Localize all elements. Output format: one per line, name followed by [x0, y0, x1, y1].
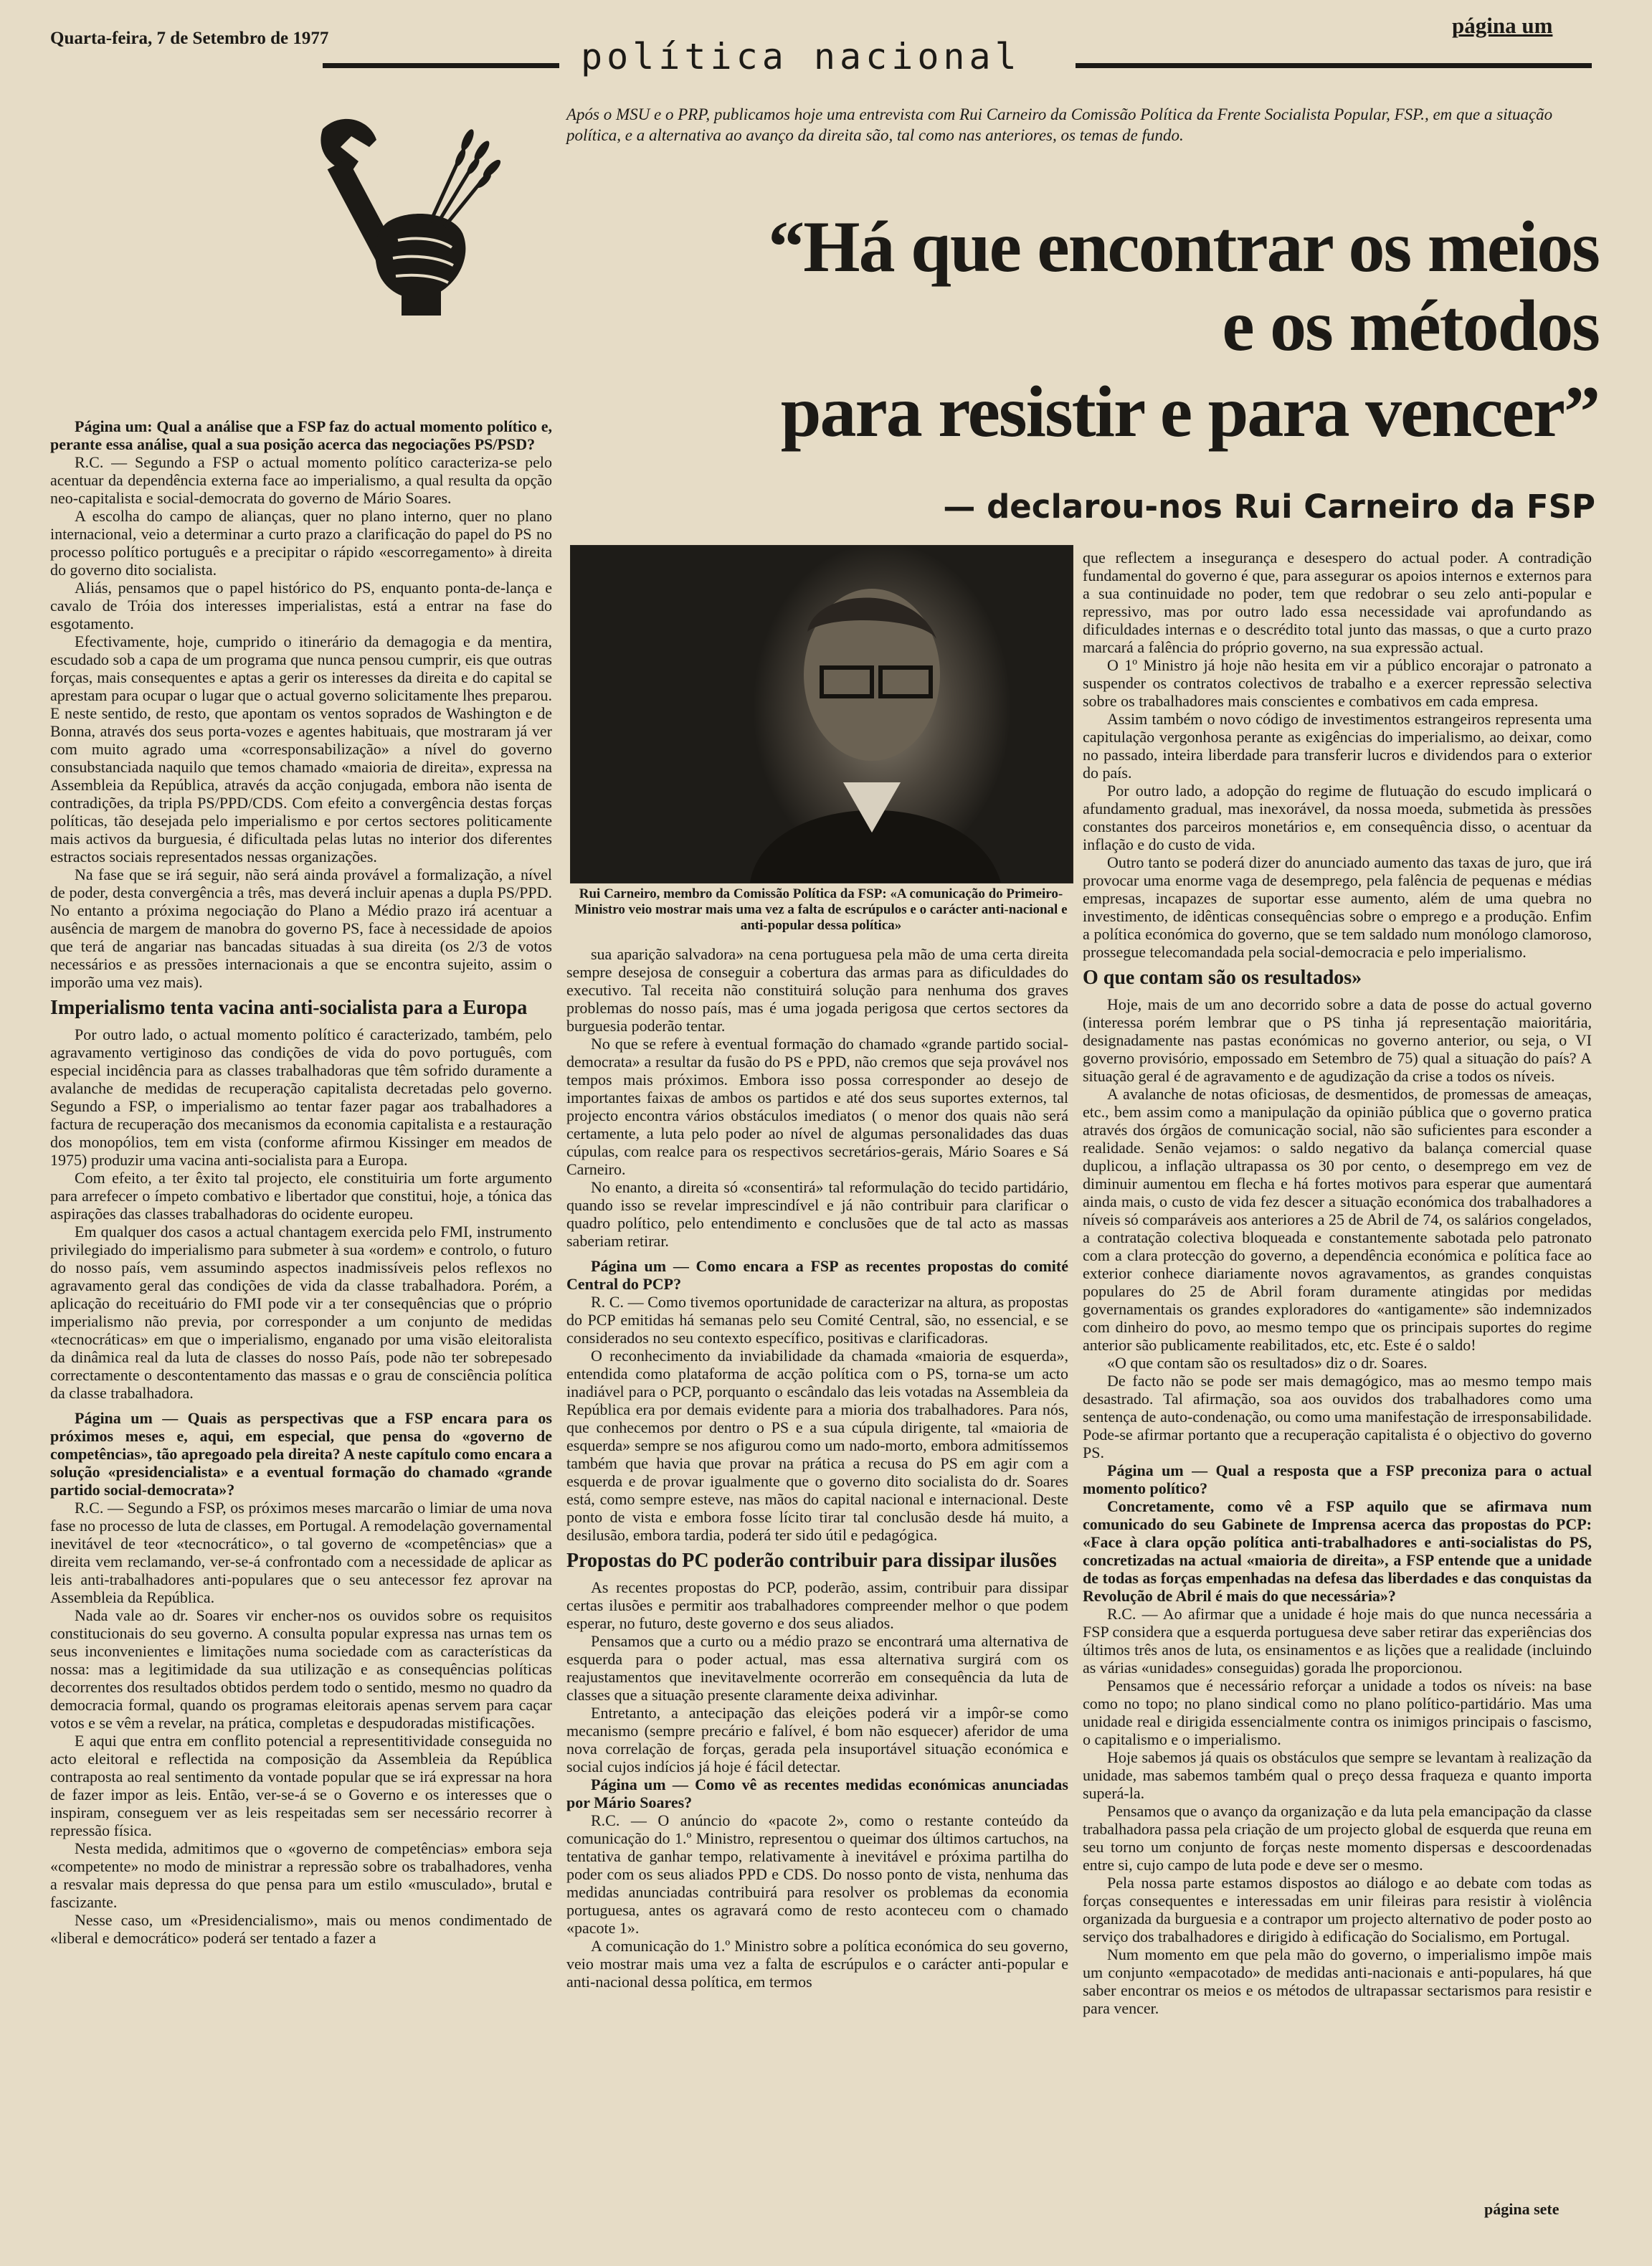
portrait-figure — [571, 546, 1073, 883]
paragraph: No enanto, a direita só «consentirá» tal reformulação do tecido partidário, quando isso se revelar imprescindível e já não contribuir para clarificar o quadro político, pelo entendimento e conclusões que de tal acto as massas saberiam retirar. — [566, 1178, 1068, 1250]
paragraph: «O que contam são os resultados» diz o dr. Soares. — [1107, 1354, 1428, 1372]
portrait-photo — [570, 545, 1073, 883]
headline-line-3: para resistir e para vencer” — [780, 371, 1599, 452]
paragraph: De facto não se pode ser mais demagógico, mas ao mesmo tempo mais desastrado. Tal afirmação, soa aos ouvidos dos trabalhadores como uma sentença de auto-condenação, ou como uma manifestação de irresponsabilidade. Pode-se afirmar portanto que a recuperação capitalista é o objectivo do governo PS. — [1083, 1372, 1592, 1461]
article-column-2 — [566, 945, 1068, 2236]
paragraph: R.C. — Segundo a FSP, os próximos meses marcarão o limiar de uma nova fase no processo de luta de classes, em Portugal. A remodelação governamental inevitável de teor «tecnocrático», o tal governo de «competências» que a direita vem reclamando, ver-se-á confrontado com a necessidade de aplicar as leis anti-trabalhadores anti-populares que o seu antecessor fez aprovar na Assembleia da República. — [50, 1499, 552, 1606]
paragraph: O 1º Ministro já hoje não hesita em vir a público encorajar o patronato a suspender os contratos colectivos de trabalho e a exercer repressão selectiva sobre os trabalhadores mais conscientes e combativos em cada empresa. — [1083, 656, 1592, 710]
paragraph: R.C. — O anúncio do «pacote 2», como o restante conteúdo da comunicação do 1.º Ministro, representou o queimar dos últimos cartuchos, na tentativa de ganhar tempo, relativamente à inevitável e próxima partilha do poder com os seus aliados PPD e CDS. Do nosso ponto de vista, nenhuma das medidas anunciadas contribuirá para resolver os problemas da economia portuguesa, antes os agravará como de resto aconteceu com o chamado «pacote 1». — [566, 1811, 1068, 1937]
paragraph: Pensamos que a curto ou a médio prazo se encontrará uma alternativa de esquerda para o poder actual, mas essa alternativa surgirá com os reajustamentos que inevitavelmente ocorrerão em consequência da luta de classes que a situação presente claramente deixa adivinhar. — [566, 1632, 1068, 1704]
paragraph: Por outro lado, o actual momento político é caracterizado, também, pelo agravamento vertiginoso das condições de vida do povo português, com especial incidência para as classes trabalhadoras que têm sofrido duramente a avalanche de medidas de recuperação capitalista decretadas pelo governo. Segundo a FSP, o imperialismo ao tentar fazer pagar aos trabalhadores a factura de recuperação dos mecanismos da economia capitalista e a restauração dos monopólios, tem em vista (conforme afirmou Kissinger em meados de 1975) produzir uma vacina anti-socialista para a Europa. — [50, 1025, 552, 1169]
continued-on-page: página sete — [1484, 2200, 1560, 2218]
masthead-rule-right — [1076, 63, 1592, 68]
paragraph: R.C. — Segundo a FSP o actual momento político caracteriza-se pelo acentuar da dependência externa face ao imperialismo, a qual resulta da opção neo-capitalista e social-democrata do governo de Mário Soares. — [50, 453, 552, 507]
paragraph: Outro tanto se poderá dizer do anunciado aumento das taxas de juro, que irá provocar uma enorme vaga de desemprego, pela falência de pequenas e médias empresas, incapazes de suportar esse aumento, além de uma quebra no investimento, de idênticas consequências sobre o emprego e a produção. Enfim a política económica do governo, que se tem saldado num monólogo clamoroso, prossegue telecomandada pela social-democracia e pelo imperialismo. — [1083, 853, 1592, 961]
paragraph: R.C. — Ao afirmar que a unidade é hoje mais do que nunca necessária a FSP considera que a esquerda portuguesa deve saber retirar das experiências dos últimos três anos de luta, os ensinamentos e as lições que a realidade (incluindo as várias «unidades» conseguidas) gorada lhe proporcionou. — [1083, 1605, 1592, 1677]
paragraph: Num momento em que pela mão do governo, o imperialismo impõe mais um conjunto «empacotado» de medidas anti-nacionais e anti-populares, há que saber encontrar os meios e os métodos de ultrapassar sectarismos para resistir e para vencer. — [1083, 1945, 1592, 2017]
headline-line-1: “Há que encontrar os meios — [768, 207, 1599, 288]
question-6: Concretamente, como vê a FSP aquilo que se afirmava num comunicado do seu Gabinete de Imprensa acerca das propostas do PCP: «Face à clara opção política anti-trabalhadores e anti-socialistas do PS, concretizadas na actual «maioria de direita», a FSP entende que a unidade de todas as forças empenhadas na defesa das liberdades e das conquistas da Revolução de Abril é mais do que necessária»? — [1083, 1497, 1592, 1605]
question-2: Página um — Quais as perspectivas que a FSP encara para os próximos meses e, aqui, em especial, que pensa do «governo de competências», tão apregoado pela direita? A neste capítulo como encara a solução «presidencialista» e a eventual formação do chamado «grande partido social-democrata»? — [50, 1409, 552, 1499]
article-column-1 — [50, 417, 552, 2224]
subheading: Imperialismo tenta vacina anti-socialista para a Europa — [50, 997, 528, 1019]
article-intro: Após o MSU e o PRP, publicamos hoje uma entrevista com Rui Carneiro da Comissão Política da Frente Socialista Popular, FSP., em que a situação política, e a alternativa ao avanço da direita são, tal como nas anteriores, os temas de fundo. — [566, 105, 1553, 144]
paragraph: Aliás, pensamos que o papel histórico do PS, enquanto ponta-de-lança e cavalo de Tróia dos interesses imperialistas, está a entrar na fase do esgotamento. — [50, 579, 552, 632]
question-3: Página um — Como encara a FSP as recentes propostas do comité Central do PCP? — [566, 1257, 1068, 1293]
subheading: Propostas do PC poderão contribuir para dissipar ilusões — [566, 1550, 1057, 1572]
paragraph: que reflectem a insegurança e desespero do actual poder. A contradição fundamental do governo é que, para assegurar os apoios internos e externos para a sua continuidade no poder, tem que redobrar o seu zelo anti-popular e repressivo, mas por outro lado essa necessidade vai aprofundando as dificuldades internas e o descrédito total junto das massas, o que a curto prazo marcará a falência do próprio governo, na sua expressão actual. — [1083, 549, 1592, 656]
masthead-rule-left — [323, 63, 559, 68]
question-1: Página um: Qual a análise que a FSP faz do actual momento político e, perante essa análise, qual a sua posição acerca das negociações PS/PSD? — [50, 417, 552, 453]
paragraph: A avalanche de notas oficiosas, de desmentidos, de promessas de ameaças, etc., bem assim como a manipulação da opinião pública que o governo pratica através dos órgãos de comunicação social, não são suficientes para esconder a realidade. Senão vejamos: o saldo negativo da balança comercial quase duplicou, a inflação ultrapassa os 30 por cento, o desemprego em vez de diminuir aumentou em flecha e há fortes motivos para esperar que aumentará ainda mais, o custo de vida fez descer a situação económica dos trabalhadores a níveis só comparáveis aos anteriores a 25 de Abril de 74, os salários congelados, a contratação colectiva bloqueada e constantemente sabotada pelo patronato com a clara protecção do governo, a dependência económica e política face ao exterior conhece diariamente novos agravamentos, as grandes conquistas populares do 25 de Abril foram duramente atingidas por medidas governamentais os grandes exploradores do «antigamente» são indemnizados com dinheiro do povo, ao mesmo tempo que os principais suportes do regime anterior são publicamente reabilitados, etc, etc. Este é o saldo! — [1083, 1085, 1592, 1354]
fist-wrench-wheat-emblem — [301, 115, 502, 316]
question-5: Página um — Qual a resposta que a FSP preconiza para o actual momento político? — [1083, 1461, 1592, 1497]
paragraph: E aqui que entra em conflito potencial a representitividade conseguida no acto eleitoral e reflectida na composição da Assembleia da República contraposta ao real sentimento da vontade popular que se irá expressar na hora de fazer impor as leis. Então, ver-se-á se o Governo e os interesses que o inspiram, conseguem ver as leis respeitadas sem ser necessário recorrer à repressão física. — [50, 1732, 552, 1839]
paragraph: Nada vale ao dr. Soares vir encher-nos os ouvidos sobre os requisitos constitucionais do seu governo. A consulta popular expressa nas urnas tem os seus inconvenientes e limitações numa sociedade com as características da nossa: mas a legitimidade da sua utilização e as consequências políticas decorrentes dos resultados obtidos perdem todo o sentido, mesmo no quadro da democracia formal, quando os programas eleitorais apenas servem para caçar votos e se vêm a revelar, na prática, completas e despudoradas mistificações. — [50, 1606, 552, 1732]
paragraph: Hoje, mais de um ano decorrido sobre a data de posse do actual governo (interessa porém lembrar que o PS tinha já representação maioritária, designadamente nas pastas económicas no governo anterior, ou seja, o VI governo provisório, empossado em Setembro de 75) qual a situação do país? A situação geral é de agravamento e de agudização da crise a todos os níveis. — [1083, 995, 1592, 1085]
paragraph: A comunicação do 1.º Ministro sobre a política económica do seu governo, veio mostrar mais uma vez a falta de escrúpulos e o carácter anti-popular e anti-nacional dessa política, em termos — [566, 1937, 1068, 1991]
paragraph: Nesse caso, um «Presidencialismo», mais ou menos condimentado de «liberal e democrático» poderá ser tentado a fazer a — [50, 1911, 552, 1947]
paragraph: Na fase que se irá seguir, não será ainda provável a formalização, a nível de poder, desta convergência a três, mas deverá incluir apenas a dupla PS/PPD. No entanto a próxima negociação do Plano a Médio prazo irá acentuar a ausência de margem de manobra do governo PS, face à necessidade de apoios que terá de angariar nas bancadas situadas à sua direita (os 2/3 de votos necessários e as pressões internacionais a que se encontra sujeito, assim o imporão uma vez mais). — [50, 866, 552, 991]
paragraph: Pela nossa parte estamos dispostos ao diálogo e ao debate com todas as forças consequentes e interessadas em unir fileiras para resistir à violência organizada da burguesia e a contrapor um projecto alternativo de poder posto ao serviço dos trabalhadores e dirigido à edificação do Socialismo, em Portugal. — [1083, 1874, 1592, 1945]
question-4: Página um — Como vê as recentes medidas económicas anunciadas por Mário Soares? — [566, 1776, 1068, 1811]
headline-line-2: e os métodos — [1222, 285, 1599, 366]
paragraph: Pensamos que o avanço da organização e da luta pela emancipação da classe trabalhadora passa pela criação de um projecto global de esquerda que reuna em seu torno um conjunto de forças neste momento dispersas e descoordenadas entre si, cujo campo de luta pode e deve ser o mesmo. — [1083, 1802, 1592, 1874]
paragraph: Assim também o novo código de investimentos estrangeiros representa uma capitulação vergonhosa perante as exigências do imperialismo, ao deixar, como no passado, inteira liberdade para transferir lucros e dividendos para o exterior do país. — [1083, 710, 1592, 782]
page-label: página um — [1452, 13, 1553, 38]
byline: — declarou-nos Rui Carneiro da FSP — [943, 488, 1595, 526]
paragraph: Efectivamente, hoje, cumprido o itinerário da demagogia e da mentira, escudado sob a capa de um programa que nunca pensou cumprir, eis que outras forças, mais consequentes e aptas a gerir os interesses da direita e do capital se aprestam para ocupar o lugar que o actual governo solicitamente lhes preparou. E neste sentido, de resto, que apontam os ventos soprados de Washington e de Bonna, através dos seus porta-vozes e agentes habituais, que mostraram já ver com muito agrado uma «corresponsabilização» a nível do governo consubstanciada naquilo que temos chamado «maioria de direita», expressa na Assembleia da República, através da acção conjugada, embora não isenta de contradições, da tripla PS/PPD/CDS. Com efeito a convergência destas forças políticas, tão desejada pelo imperialismo e por certos sectores politicamente mais activos da burguesia, é dificultada pelas lutas no interior dos diferentes estractos sociais representados nessas organizações. — [50, 632, 552, 866]
paragraph: sua aparição salvadora» na cena portuguesa pela mão de uma certa direita sempre desejosa de conseguir a cobertura das armas para as dificuldades do executivo. Tal receita não constituirá solução para nenhuma dos graves problemas do nosso país, mas é uma jogada perigosa que certos sectores da burguesia poderão tentar. — [566, 945, 1068, 1035]
article-column-3 — [1083, 549, 1592, 2198]
paragraph: Nesta medida, admitimos que o «governo de competências» embora seja «competente» no modo de ministrar a repressão sobre os trabalhadores, venha a resvalar mais depressa do que pensa para um estilo «musculado», brutal e fascizante. — [50, 1839, 552, 1911]
subheading: O que contam são os resultados» — [1083, 967, 1362, 989]
paragraph: A escolha do campo de alianças, quer no plano interno, quer no plano internacional, veio a determinar a curto prazo a clarificação do papel do PS no processo político português e a precipitar o rápido «escorregamento» à direita do governo dito socialista. — [50, 507, 552, 579]
paragraph: Hoje sabemos já quais os obstáculos que sempre se levantam à realização da unidade, mas sabemos também qual o preço dessa fraqueza e quanto importa superá-la. — [1083, 1748, 1592, 1802]
paragraph: Entretanto, a antecipação das eleições poderá vir a impôr-se como mecanismo (sempre precário e falível, é bom não esquecer) aferidor de uma nova correlação de forças, gerada pela insuportável situação económica e social cujos indícios já hoje é fácil detectar. — [566, 1704, 1068, 1776]
paragraph: Por outro lado, a adopção do regime de flutuação do escudo implicará o afundamento gradual, mas inexorável, da nossa moeda, submetida às pressões constantes dos parceiros monetários e, em consequência disso, o acentuar da inflação e do custo de vida. — [1083, 782, 1592, 853]
paragraph: Com efeito, a ter êxito tal projecto, ele constituiria um forte argumento para arrefecer o ímpeto combativo e libertador que constitui, hoje, a tónica das aspirações das classes trabalhadoras do ocidente europeu. — [50, 1169, 552, 1223]
issue-date: Quarta-feira, 7 de Setembro de 1977 — [50, 29, 329, 48]
section-title: política nacional — [581, 36, 1021, 77]
photo-caption: Rui Carneiro, membro da Comissão Política da FSP: «A comunicação do Primeiro-Ministro veio mostrar mais uma vez a falta de escrúpulos e o carácter anti-nacional e anti-popular dessa política» — [574, 886, 1068, 933]
paragraph: No que se refere à eventual formação do chamado «grande partido social-democrata» a resultar da fusão do PS e PPD, não cremos que seja provável nos tempos mais próximos. Embora isso possa corresponder ao desejo de importantes faixas de ambos os partidos e até dos seus suportes externos, tal projecto encontra vários obstáculos imediatos ( o menor dos quais não será certamente, a luta pelo poder ao nível de algumas personalidades das duas cúpulas, com realce para os respectivos secretários-gerais, Mário Soares e Sá Carneiro. — [566, 1035, 1068, 1178]
paragraph: Pensamos que é necessário reforçar a unidade a todos os níveis: na base como no topo; no plano sindical como no plano político-partidário. Mas uma unidade real e dirigida essencialmente contra os inimigos principais o fascismo, o capitalismo e o imperialismo. — [1083, 1677, 1592, 1748]
paragraph: O reconhecimento da inviabilidade da chamada «maioria de esquerda», entendida como plataforma de acção política com o PS, torna-se um acto inadiável para o PCP, porquanto o escândalo das leis votadas na Assembleia da República era por demais evidente para a mioria dos trabalhadores. Para nós, que conhecemos por dentro o PS e a sua cúpula dirigente, tal «maioria de esquerda» sempre se nos afigurou como um nado-morto, embora admitíssemos também que havia que provar na prática a recusa do PS em agir com a esquerda e de provar igualmente que o governo dito socialista do dr. Soares está, como sempre esteve, nas mãos do capital nacional e internacional. Deste ponto de vista e embora fosse lícito tirar tal conclusão desde há muito, a desilusão, embora tardia, poderá ter sido útil e pedagógica. — [566, 1347, 1068, 1544]
paragraph: Em qualquer dos casos a actual chantagem exercida pelo FMI, instrumento privilegiado do imperialismo para submeter à sua «ordem» e controlo, o futuro do nosso país, vem assumindo aspectos inadmissíveis pelos reflexos no agravamento geral das condições de vida da classe trabalhadora. Porém, a aplicação do receituário do FMI pode vir a ter consequências que o próprio imperialismo não previa, por corresponder a um conjunto de medidas «tecnocráticas» em que o imperialismo, enganado por uma visão eleitoralista da dinâmica real da luta de classes do nosso País, pode não ter sobrepesado correctamente o descontentamento das massas e o grau de consciência política da classe trabalhadora. — [50, 1223, 552, 1402]
paragraph: R. C. — Como tivemos oportunidade de caracterizar na altura, as propostas do PCP emitidas há semanas pelo seu Comité Central, são, no essencial, e se considerados no seu contexto específico, positivas e clarificadoras. — [566, 1293, 1068, 1347]
paragraph: As recentes propostas do PCP, poderão, assim, contribuir para dissipar certas ilusões e permitir aos trabalhadores compreender melhor o que podem esperar, no futuro, deste governo e dos seus aliados. — [566, 1578, 1068, 1632]
